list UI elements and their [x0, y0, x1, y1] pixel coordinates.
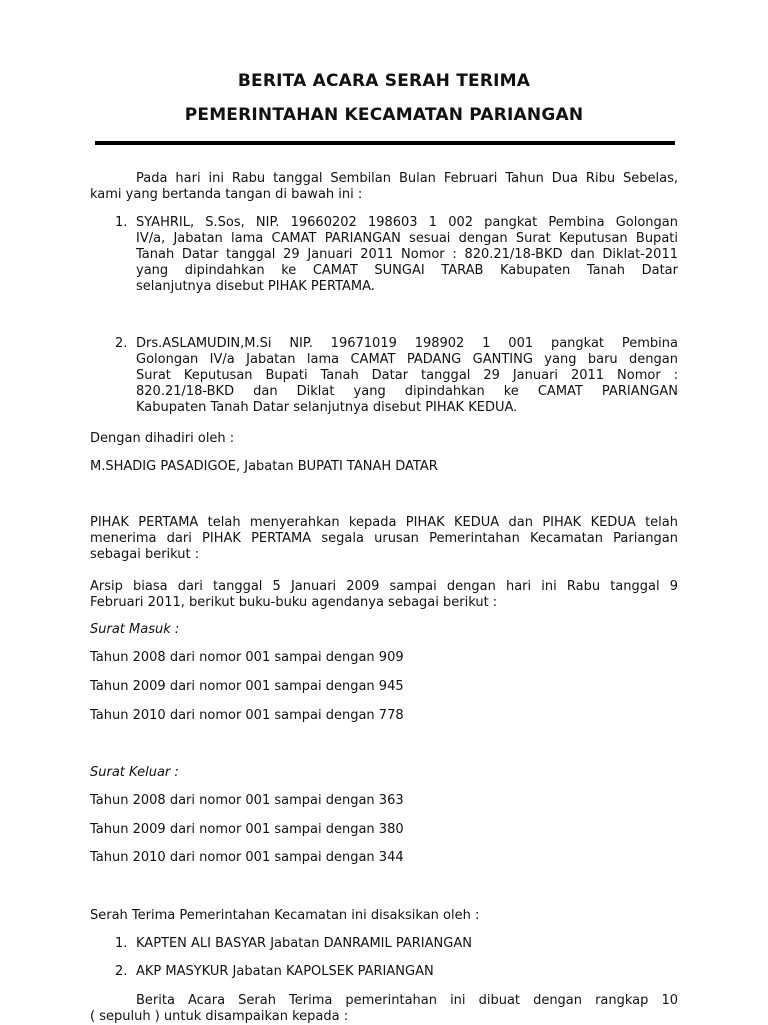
party-number: 2. [115, 336, 128, 351]
surat-keluar-label: Surat Keluar : [90, 765, 179, 780]
surat-keluar-row: Tahun 2010 dari nomor 001 sampai dengan 344 [90, 850, 404, 865]
archive-line: Februari 2011, berikut buku-buku agendanya sebagai berikut : [90, 595, 498, 610]
title-divider [95, 141, 675, 145]
party-line: IV/a, Jabatan lama CAMAT PARIANGAN sesuai dengan Surat Keputusan Bupati [136, 231, 678, 246]
surat-masuk-row: Tahun 2008 dari nomor 001 sampai dengan 909 [90, 650, 404, 665]
closing-line: Berita Acara Serah Terima pemerintahan ini dibuat dengan rangkap 10 [136, 993, 678, 1008]
handover-line: sebagai berikut : [90, 547, 200, 562]
party-line: Tanah Datar tanggal 29 Januari 2011 Nomor : 820.21/18-BKD dan Diklat-2011 [136, 247, 678, 262]
surat-keluar-row: Tahun 2009 dari nomor 001 sampai dengan 380 [90, 822, 404, 837]
witness-label: Serah Terima Pemerintahan Kecamatan ini disaksikan oleh : [90, 908, 480, 923]
archive-line: Arsip biasa dari tanggal 5 Januari 2009 sampai dengan hari ini Rabu tanggal 9 [90, 579, 678, 594]
document-title: BERITA ACARA SERAH TERIMA [237, 71, 531, 91]
surat-masuk-row: Tahun 2010 dari nomor 001 sampai dengan 778 [90, 708, 404, 723]
handover-line: PIHAK PERTAMA telah menyerahkan kepada PIHAK KEDUA dan PIHAK KEDUA telah [90, 515, 678, 530]
party-line: Golongan IV/a Jabatan lama CAMAT PADANG GANTING yang baru dengan [136, 352, 678, 367]
party-line: SYAHRIL, S.Sos, NIP. 19660202 198603 1 002 pangkat Pembina Golongan [136, 215, 678, 230]
witness-number: 1. [115, 936, 128, 951]
attended-label: Dengan dihadiri oleh : [90, 431, 235, 446]
witness-number: 2. [115, 964, 128, 979]
opening-line: kami yang bertanda tangan di bawah ini : [90, 187, 363, 202]
surat-masuk-row: Tahun 2009 dari nomor 001 sampai dengan 945 [90, 679, 404, 694]
surat-masuk-label: Surat Masuk : [90, 622, 180, 637]
party-line: yang dipindahkan ke CAMAT SUNGAI TARAB Kabupaten Tanah Datar [136, 263, 678, 278]
witness: AKP MASYKUR Jabatan KAPOLSEK PARIANGAN [136, 964, 434, 979]
party-line: Drs.ASLAMUDIN,M.Si NIP. 19671019 198902 1 001 pangkat Pembina [136, 336, 678, 351]
closing-line: ( sepuluh ) untuk disampaikan kepada : [90, 1009, 349, 1024]
party-line: Kabupaten Tanah Datar selanjutnya disebut PIHAK KEDUA. [136, 400, 518, 415]
attendee: M.SHADIG PASADIGOE, Jabatan BUPATI TANAH DATAR [90, 459, 438, 474]
handover-line: menerima dari PIHAK PERTAMA segala urusan Pemerintahan Kecamatan Pariangan [90, 531, 678, 546]
party-line: selanjutnya disebut PIHAK PERTAMA. [136, 279, 375, 294]
party-line: Surat Keputusan Bupati Tanah Datar tanggal 29 Januari 2011 Nomor : [136, 368, 678, 383]
opening-line: Pada hari ini Rabu tanggal Sembilan Bulan Februari Tahun Dua Ribu Sebelas, [136, 171, 678, 186]
witness: KAPTEN ALI BASYAR Jabatan DANRAMIL PARIANGAN [136, 936, 472, 951]
surat-keluar-row: Tahun 2008 dari nomor 001 sampai dengan 363 [90, 793, 404, 808]
party-number: 1. [115, 215, 128, 230]
document-subtitle: PEMERINTAHAN KECAMATAN PARIANGAN [184, 105, 584, 125]
party-line: 820.21/18-BKD dan Diklat yang dipindahkan ke CAMAT PARIANGAN [136, 384, 678, 399]
